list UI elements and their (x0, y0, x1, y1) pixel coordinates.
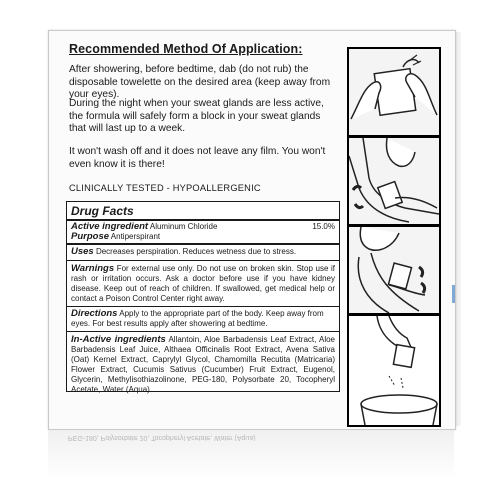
applying-underarm-icon (349, 227, 439, 313)
active-ingredient-label: Active ingredient (71, 221, 149, 232)
uses-value: Decreases perspiration. Reduces wetness due to stress. (95, 247, 297, 256)
application-paragraph-3: It won't wash off and it does not leave any film. You won't even know it is there! (69, 146, 326, 170)
applying-underarm-icon (349, 138, 439, 224)
opening-towelette-icon (349, 49, 439, 135)
illustration-strip (347, 47, 441, 427)
application-paragraph-1: After showering, before bedtime, dab (do not rub) the disposable towelette on the desired area (keep away from your eyes). (69, 64, 331, 101)
box-reflection (48, 430, 454, 500)
application-paragraph-2: During the night when your sweat glands are less active, the formula will safely form a block in your sweat glands that will last up to a week. (69, 98, 324, 135)
active-ingredient-value: Aluminum Chloride (149, 222, 218, 231)
uses-label: Uses (71, 246, 94, 257)
warnings-label: Warnings (71, 263, 115, 274)
directions-value: Apply to the appropriate part of the body. Keep away from eyes. For best results apply after showering at bedtime. (71, 309, 324, 328)
uses-row (67, 244, 339, 261)
inactive-value: Allantoin, Aloe Barbadensis Leaf Extract, Aloe Barbadensis Leaf Juice, Althaea Officinalis Root Extract, Avena Sativa (Oat) Kernel Extract, Caprylyl Glycol, Chamomilla Recutita (Matricaria) Flower Extract, Cucumis Sativus (Cucumber) Fruit Extract, Eugenol, Glycerin, Methylisothiazolinone, PEG-180, Polysorbate 20, Tocopheryl Acetate, Water (Aqua) (71, 335, 336, 394)
active-ingredient-row (67, 221, 339, 244)
warnings-row (67, 261, 339, 307)
discarding-towelette-icon (349, 316, 439, 425)
application-heading: Recommended Method Of Application: (69, 42, 303, 56)
reflection-text: PEG-180, Polysorbate 20, Tocopheryl Acetate, Water (Aqua) (68, 434, 256, 441)
purpose-label: Purpose (71, 231, 110, 242)
active-ingredient-percent: 15.0% (312, 222, 335, 231)
directions-label: Directions (71, 308, 118, 319)
clinical-note: CLINICALLY TESTED - HYPOALLERGENIC (69, 183, 261, 193)
package-accent-edge (452, 285, 455, 303)
drug-facts-title: Drug Facts (67, 202, 339, 221)
directions-row (67, 307, 339, 332)
purpose-value: Antiperspirant (110, 232, 161, 241)
inactive-row (67, 332, 339, 396)
drug-facts-panel (66, 201, 340, 392)
warnings-value: For external use only. Do not use on broken skin. Stop use if rash or irritation occurs. Ask a doctor before use if you have kidney disease. Keep out of reach of children. If swallowed, get medical help or contact a Poison Control Center right away. (71, 264, 335, 303)
inactive-label: In-Active ingredients (71, 334, 166, 345)
